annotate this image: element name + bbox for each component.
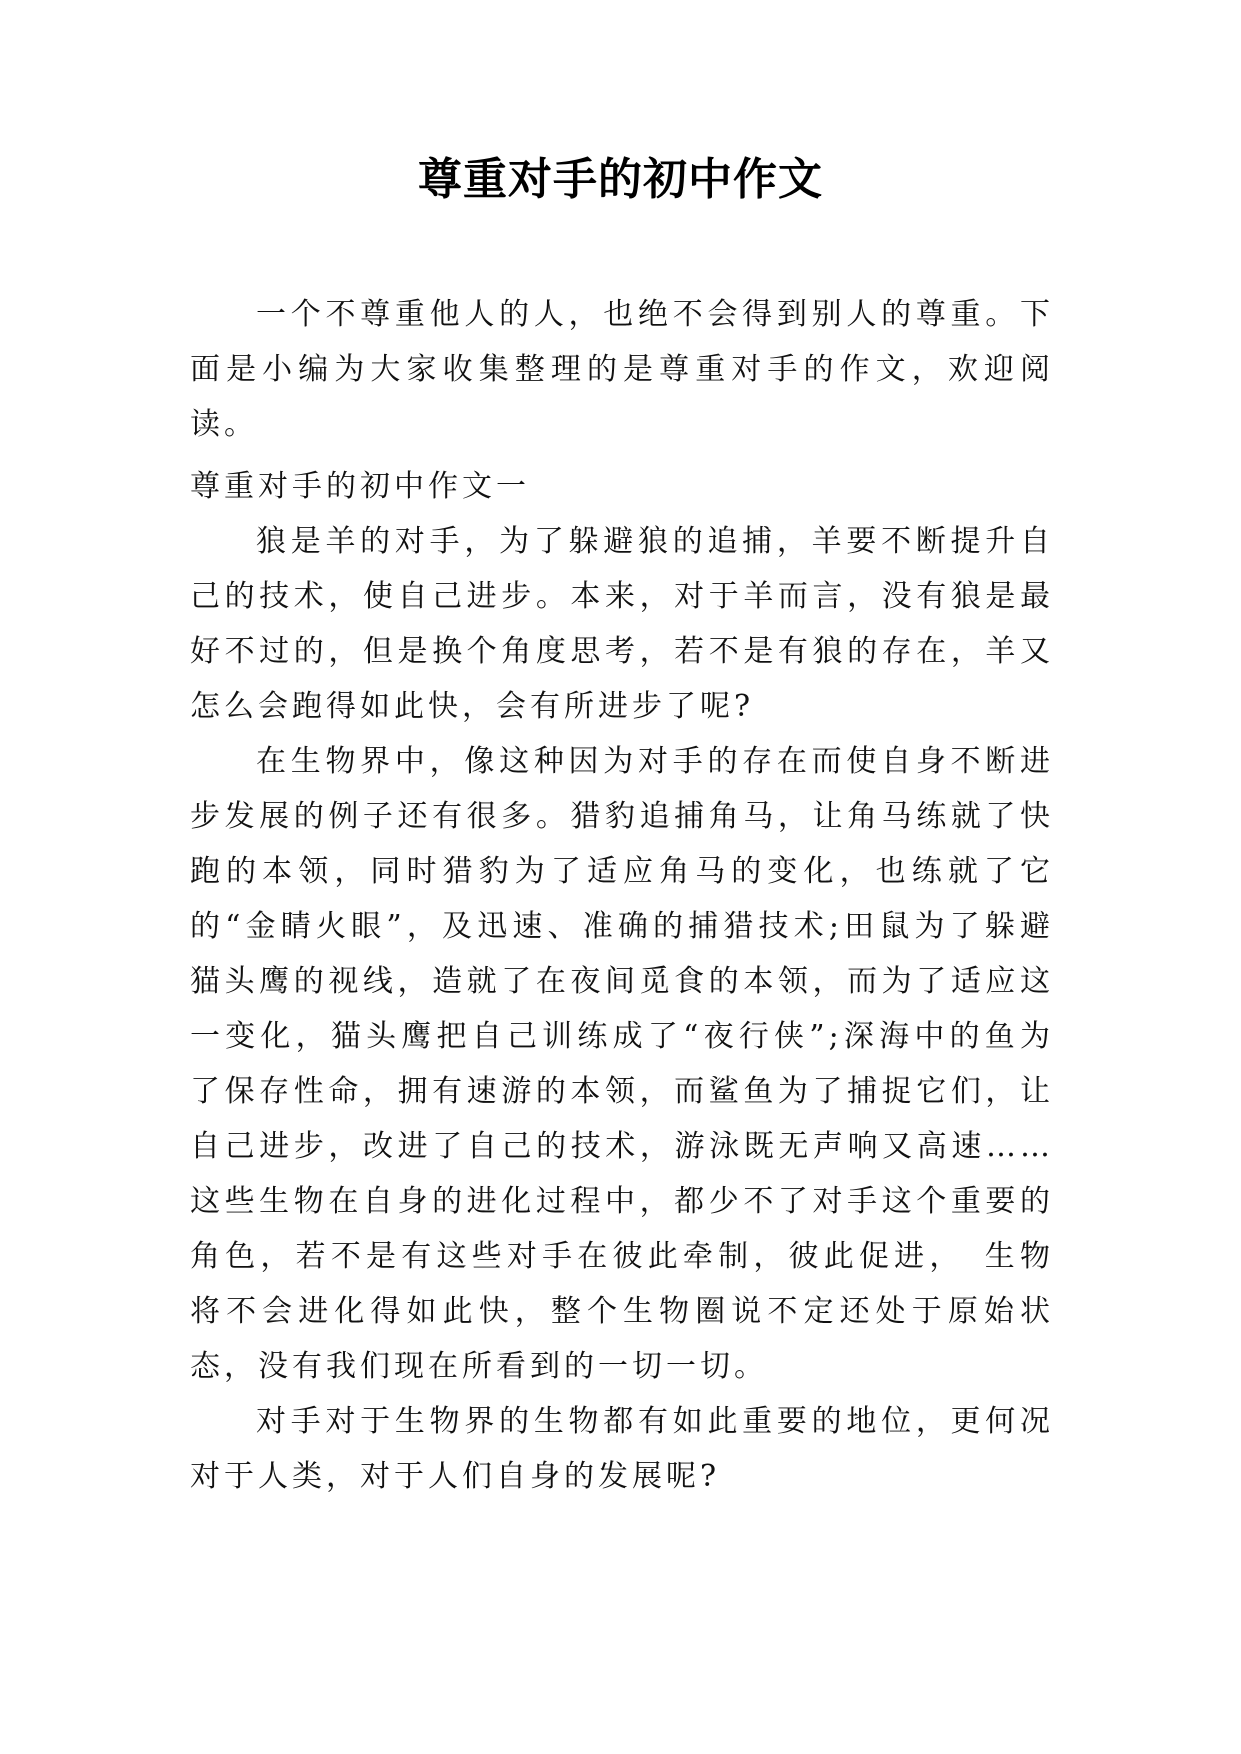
section-heading: 尊重对手的初中作文一 bbox=[190, 469, 530, 504]
essay-paragraph-1: 狼是羊的对手，为了躲避狼的追捕，羊要不断提升自己的技术，使自己进步。本来，对于羊而言，没有狼是最好不过的，但是换个角度思考，若不是有狼的存在，羊又怎么会跑得如此快，会有所进步了呢? bbox=[190, 524, 1054, 724]
document-title: 尊重对手的初中作文 bbox=[418, 154, 823, 205]
intro-paragraph: 一个不尊重他人的人，也绝不会得到别人的尊重。下面是小编为大家收集整理的是尊重对手的作文，欢迎阅读。 bbox=[190, 297, 1054, 442]
essay-paragraph-2: 在生物界中，像这种因为对手的存在而使自身不断进步发展的例子还有很多。猎豹追捕角马，让角马练就了快跑的本领，同时猎豹为了适应角马的变化，也练就了它的“金睛火眼”，及迅速、准确的捕猎技术;田鼠为了躲避猫头鹰的视线，造就了在夜间觅食的本领，而为了适应这一变化，猫头鹰把自己训练成了“夜行侠”;深海中的鱼为了保存性命，拥有速游的本领，而鲨鱼为了捕捉它们，让自己进步，改进了自己的技术，游泳既无声响又高速……这些生物在自身的进化过程中，都少不了对手这个重要的角色，若不是有这些对手在彼此牵制，彼此促进， 生物将不会进化得如此快，整个生物圈说不定还处于原始状态，没有我们现在所看到的一切一切。 bbox=[190, 744, 1054, 1384]
essay-paragraph-3: 对手对于生物界的生物都有如此重要的地位，更何况对于人类，对于人们自身的发展呢? bbox=[190, 1404, 1054, 1494]
essay-section bbox=[190, 459, 1054, 1504]
intro-block bbox=[190, 287, 1054, 452]
